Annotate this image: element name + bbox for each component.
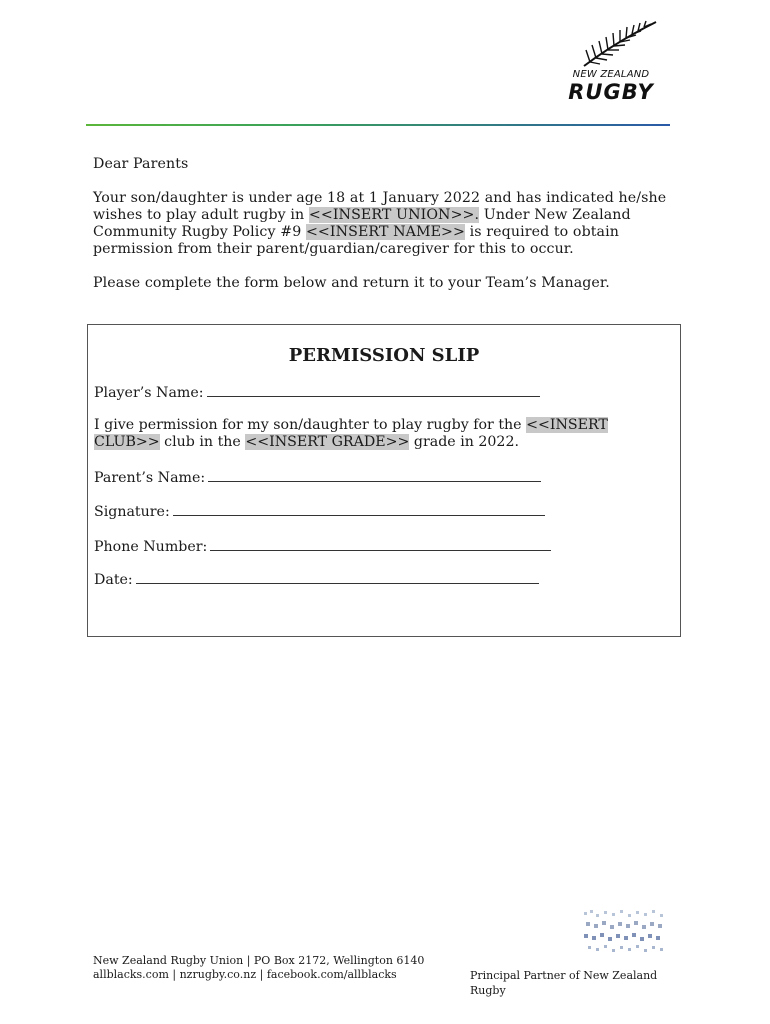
instruction-paragraph: Please complete the form below and return it to your Team’s Manager. bbox=[93, 275, 610, 291]
silver-fern-icon bbox=[580, 20, 658, 68]
partner-caption: Principal Partner of New Zealand Rugby bbox=[470, 969, 658, 997]
signature-field[interactable] bbox=[94, 503, 545, 521]
parent-name-field[interactable] bbox=[94, 469, 541, 487]
date-field[interactable] bbox=[94, 571, 539, 589]
perm-text-b: club in the bbox=[159, 434, 246, 450]
player-name-line[interactable] bbox=[207, 384, 540, 397]
logo-wordmark-main: RUGBY bbox=[568, 80, 654, 104]
insert-union-placeholder: <<INSERT UNION>>. bbox=[308, 207, 480, 223]
permission-statement bbox=[94, 417, 674, 451]
slip-title: PERMISSION SLIP bbox=[288, 345, 480, 366]
date-line[interactable] bbox=[136, 571, 539, 584]
intro-text-b: Under New Zealand Community Rugby Policy #9 bbox=[93, 207, 631, 240]
intro-text-a: Your son/daughter is under age 18 at 1 January 2022 and has indicated he/she wishes to play adult rugby in bbox=[93, 190, 667, 223]
player-name-field[interactable] bbox=[94, 384, 540, 402]
phone-number-field[interactable] bbox=[94, 538, 551, 556]
parent-name-label: Parent’s Name: bbox=[94, 470, 206, 486]
parent-name-line[interactable] bbox=[208, 469, 541, 482]
nz-rugby-logo bbox=[556, 20, 666, 104]
intro-text-c: is required to obtain permission from their parent/guardian/caregiver for this to occur. bbox=[93, 224, 619, 257]
greeting: Dear Parents bbox=[93, 156, 189, 172]
logo-wordmark-top: NEW ZEALAND bbox=[572, 69, 650, 80]
insert-club-placeholder: <<INSERT CLUB>> bbox=[94, 417, 608, 450]
perm-text-a: I give permission for my son/daughter to play rugby for the bbox=[94, 417, 527, 433]
player-name-label: Player’s Name: bbox=[94, 385, 204, 401]
signature-label: Signature: bbox=[94, 504, 170, 520]
footer-address: New Zealand Rugby Union | PO Box 2172, Wellington 6140 bbox=[93, 954, 425, 967]
perm-text-c: grade in 2022. bbox=[409, 434, 519, 450]
date-label: Date: bbox=[94, 572, 133, 588]
insert-grade-placeholder: <<INSERT GRADE>> bbox=[245, 434, 410, 450]
phone-number-label: Phone Number: bbox=[94, 539, 208, 555]
footer-links: allblacks.com | nzrugby.co.nz | facebook.com/allblacks bbox=[93, 968, 397, 981]
insert-name-placeholder: <<INSERT NAME>> bbox=[305, 224, 466, 240]
header-divider bbox=[86, 124, 670, 126]
phone-number-line[interactable] bbox=[210, 538, 551, 551]
signature-line[interactable] bbox=[173, 503, 545, 516]
partner-logo-icon bbox=[580, 906, 668, 958]
footer-contact bbox=[93, 954, 424, 982]
permission-slip-box bbox=[87, 324, 681, 637]
intro-paragraph bbox=[93, 190, 685, 258]
